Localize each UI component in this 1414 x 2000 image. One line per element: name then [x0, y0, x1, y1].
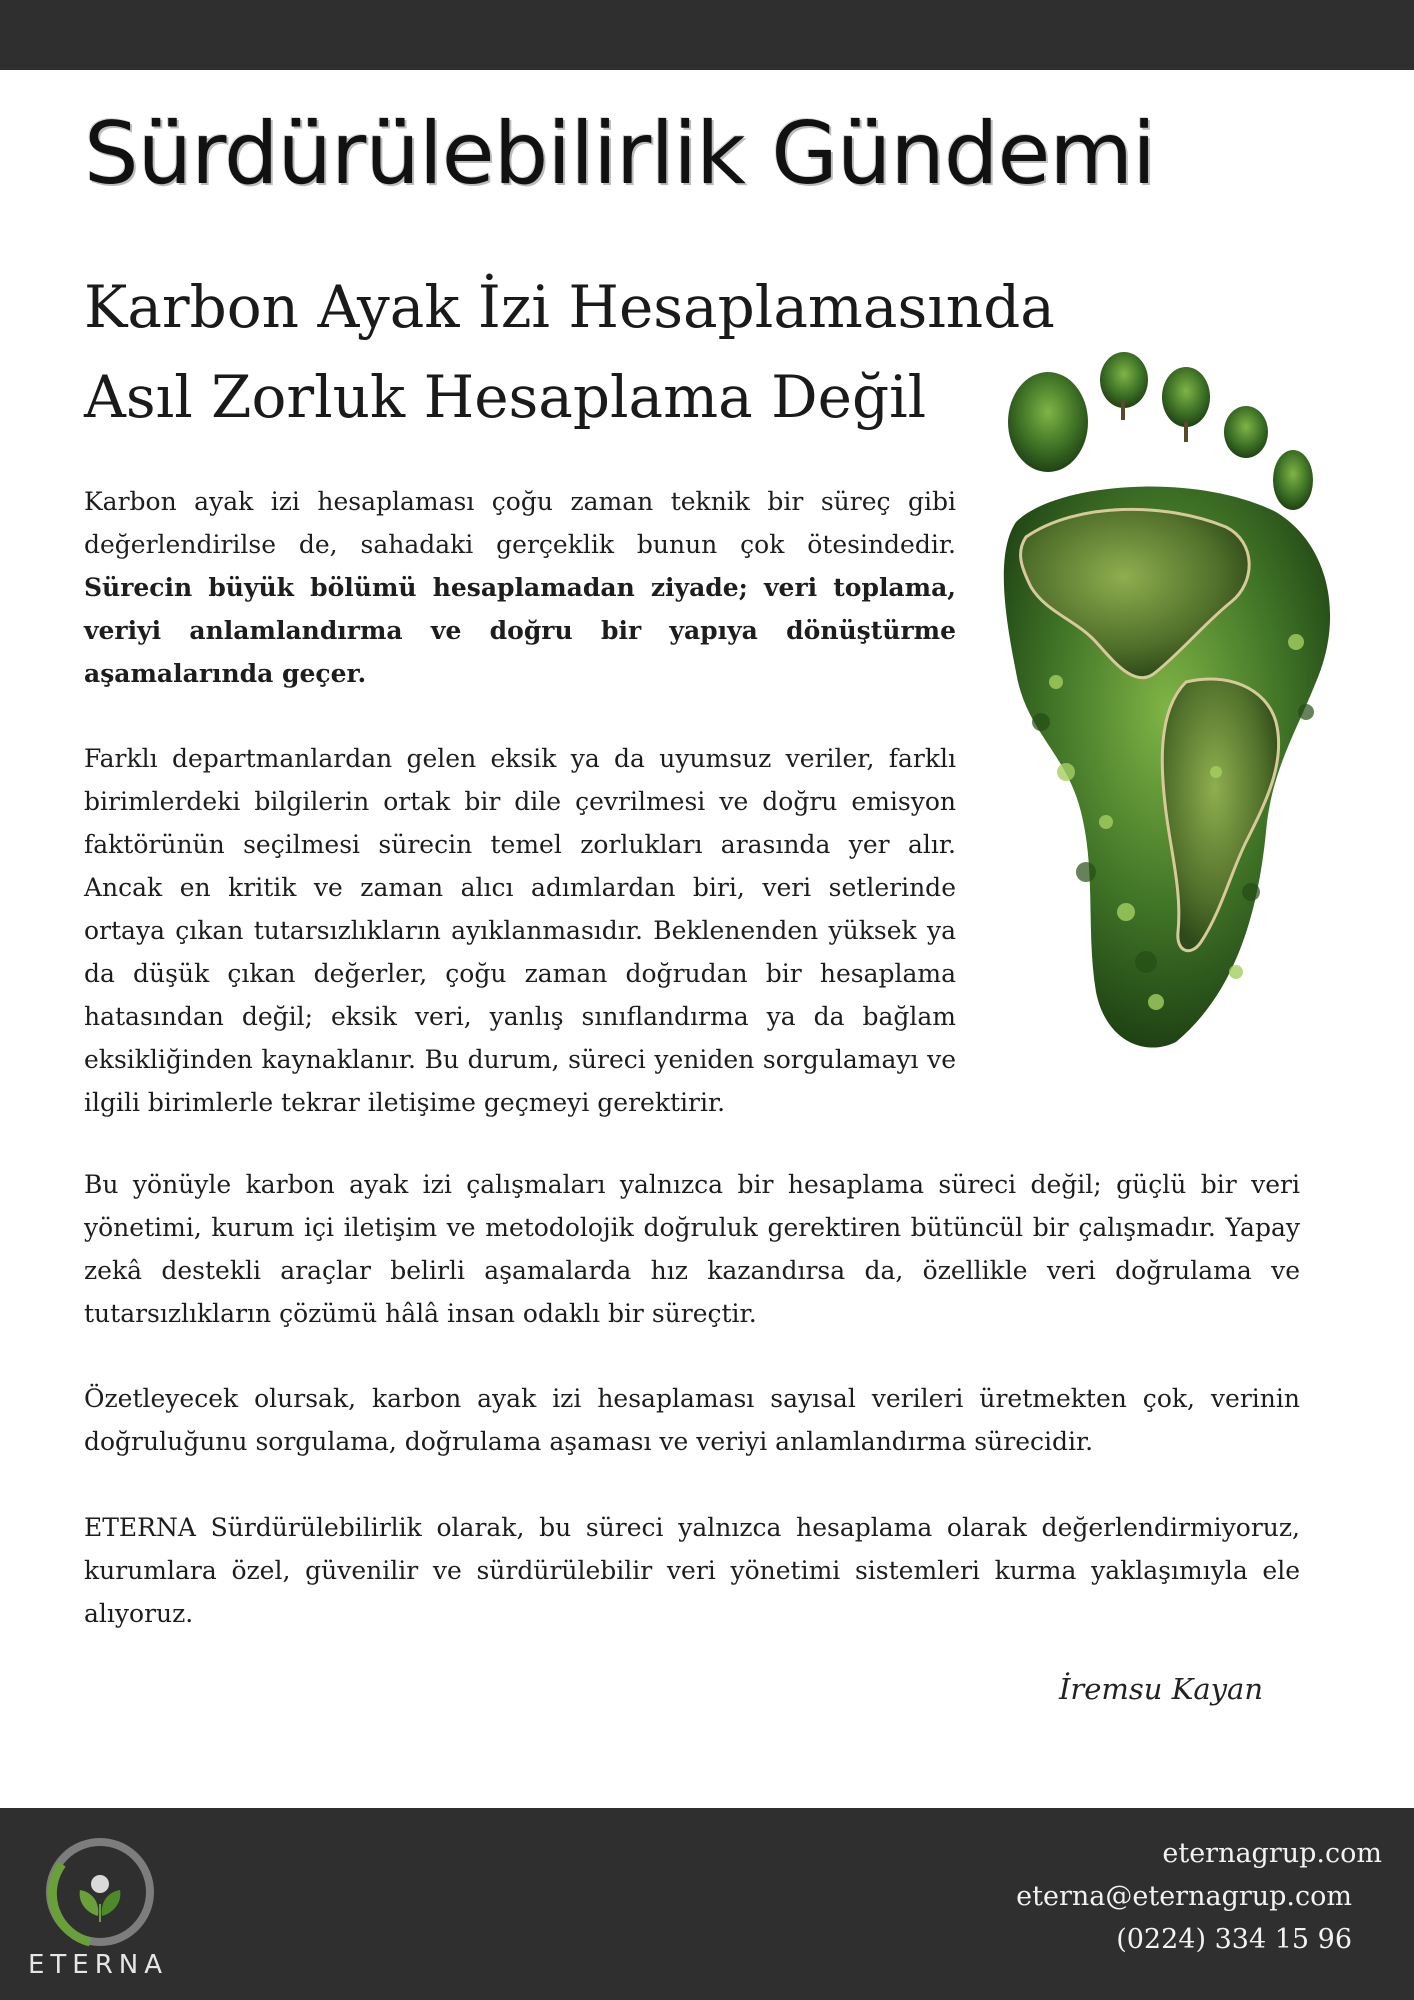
- website-link[interactable]: eternagrup.com: [1162, 1838, 1382, 1869]
- headline-line-2: Asıl Zorluk Hesaplama Değil: [84, 363, 927, 431]
- intro-text: Karbon ayak izi hesaplaması çoğu zaman teknik bir süreç gibi değerlendirilse de, sahadaki gerçeklik bunun çok ötesindedir.: [84, 487, 956, 559]
- top-bar: [0, 0, 1414, 70]
- article-headline: [84, 262, 1055, 442]
- footprint-toes: [1008, 352, 1313, 510]
- eterna-logo-text: ETERNA: [28, 1950, 169, 1980]
- eterna-logo-icon: [34, 1834, 160, 1950]
- phone-number[interactable]: (0224) 334 15 96: [1116, 1924, 1352, 1955]
- green-footprint-icon: [996, 352, 1346, 1052]
- intro-bold-text: Sürecin büyük bölümü hesaplamadan ziyade; veri toplama, veriyi anlamlandırma ve doğru bir yapıya dönüştürme aşamalarında geçer.: [84, 573, 956, 688]
- headline-line-1: Karbon Ayak İzi Hesaplamasında: [84, 273, 1055, 341]
- contact-block: [1016, 1832, 1382, 1961]
- email-link[interactable]: eterna@eternagrup.com: [1016, 1881, 1352, 1912]
- paragraph-holistic: Bu yönüyle karbon ayak izi çalışmaları yalnızca bir hesaplama süreci değil; güçlü bir veri yönetimi, kurum içi iletişim ve metodolojik doğruluk gerektiren bütüncül bir çalışmadır. Yapay zekâ destekli araçlar belirli aşamalarda hız kazandırsa da, özellikle veri doğrulama ve tutarsızlıkların çözümü hâlâ insan odaklı bir süreçtir.: [84, 1170, 1300, 1328]
- paragraph-summary: Özetleyecek olursak, karbon ayak izi hesaplaması sayısal verileri üretmekten çok, verinin doğruluğunu sorgulama, doğrulama aşaması ve veriyi anlamlandırma sürecidir.: [84, 1384, 1300, 1456]
- paragraph-intro: [84, 480, 956, 695]
- paragraph-challenges: Farklı departmanlardan gelen eksik ya da uyumsuz veriler, farklı birimlerdeki bilgilerin ortak bir dile çevrilmesi ve doğru emisyon faktörünün seçilmesi sürecin temel zorlukları arasında yer alır. Ancak en kritik ve zaman alıcı adımlardan biri, veri setlerinde ortaya çıkan tutarsızlıkların ayıklanmasıdır. Beklenenden yüksek ya da düşük çıkan değerler, çoğu zaman doğrudan bir hesaplama hatasından değil; eksik veri, yanlış sınıflandırma ya da bağlam eksikliğinden kaynaklanır. Bu durum, süreci yeniden sorgulamayı ve ilgili birimlerle tekrar iletişime geçmeyi gerektirir.: [84, 744, 956, 1117]
- author-signature: İremsu Kayan: [1058, 1672, 1263, 1706]
- paragraph-eterna: ETERNA Sürdürülebilirlik olarak, bu süreci yalnızca hesaplama olarak değerlendirmiyoruz, kurumlara özel, güvenilir ve sürdürülebilir veri yönetimi sistemleri kurma yaklaşımıyla ele alıyoruz.: [84, 1513, 1300, 1628]
- page-title: Sürdürülebilirlik Gündemi: [84, 104, 1156, 204]
